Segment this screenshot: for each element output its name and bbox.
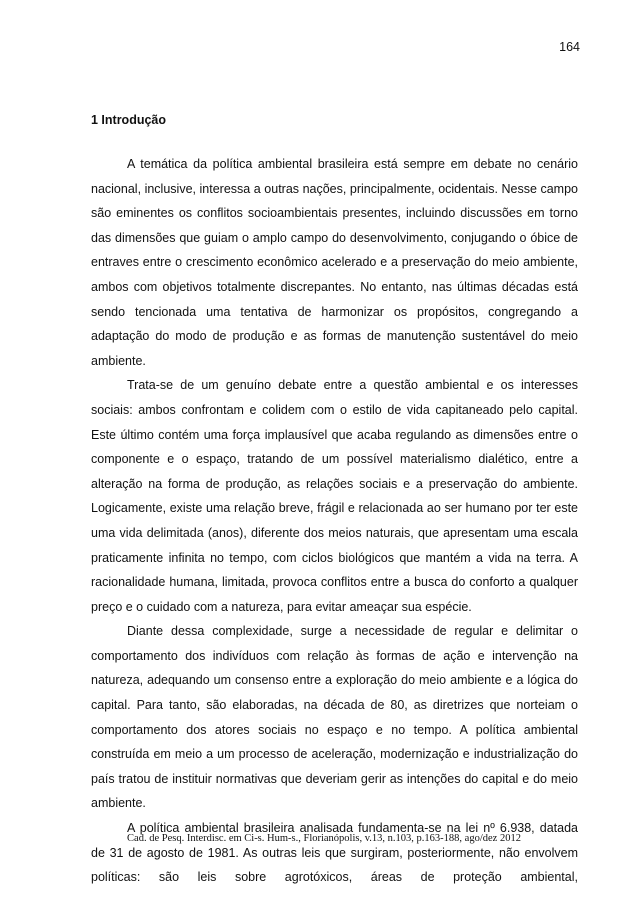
body-text bbox=[91, 152, 578, 890]
section-title: 1 Introdução bbox=[91, 113, 167, 127]
page-number: 164 bbox=[559, 40, 580, 54]
paragraph-1: A temática da política ambiental brasileira está sempre em debate no cenário nacional, inclusive, interessa a outras nações, principalmente, ocidentais. Nesse campo são eminentes os conflitos socioambientais presentes, incluindo discussões em torno das dimensões que guiam o amplo campo do desenvolvimento, conjugando o óbice de entraves entre o crescimento econômico acelerado e a preservação do meio ambiente, ambos com objetivos totalmente discrepantes. No entanto, nas últimas décadas está sendo tencionada uma tentativa de harmonizar os propósitos, congregando a adaptação do modo de produção e as formas de manutenção sustentável do meio ambiente. bbox=[91, 157, 578, 368]
paragraph-3: Diante dessa complexidade, surge a necessidade de regular e delimitar o comportamento dos indivíduos com relação às formas de ação e intervenção na natureza, adequando um consenso entre a exploração do meio ambiente e a lógica do capital. Para tanto, são elaboradas, na década de 80, as diretrizes que norteiam o comportamento dos atores sociais no espaço e no tempo. A política ambiental construída em meio a um processo de aceleração, modernização e industrialização do país tratou de instituir normativas que deveriam gerir as intenções do capital e do meio ambiente. bbox=[91, 624, 578, 811]
paragraph-2: Trata-se de um genuíno debate entre a questão ambiental e os interesses sociais: ambos confrontam e colidem com o estilo de vida capitaneado pelo capital. Este último contém uma força implausível que acaba regulando as dimensões entre o componente e o espaço, tratando de um possível materialismo dialético, entre a alteração na forma de produção, as relações sociais e a preservação do ambiente. Logicamente, existe uma relação breve, frágil e relacionada ao ser humano por ter este uma vida delimitada (anos), diferente dos meios naturais, que apresentam uma escala praticamente infinita no tempo, com ciclos biológicos que mantém a vida na terra. A racionalidade humana, limitada, provoca conflitos entre a busca do conforto a qualquer preço e o cuidado com a natureza, para evitar ameaçar sua espécie. bbox=[91, 378, 578, 614]
footer-citation: Cad. de Pesq. Interdisc. em Ci-s. Hum-s., Florianópolis, v.13, n.103, p.163-188, ago/dez 2012 bbox=[127, 833, 521, 844]
paragraph-4: A política ambiental brasileira analisada fundamenta-se na lei nº 6.938, datada de 31 de agosto de 1981. As outras leis que surgiram, posteriormente, não envolvem políticas: são leis sobre agrotóxicos, áreas de proteção ambiental, bbox=[91, 821, 578, 885]
